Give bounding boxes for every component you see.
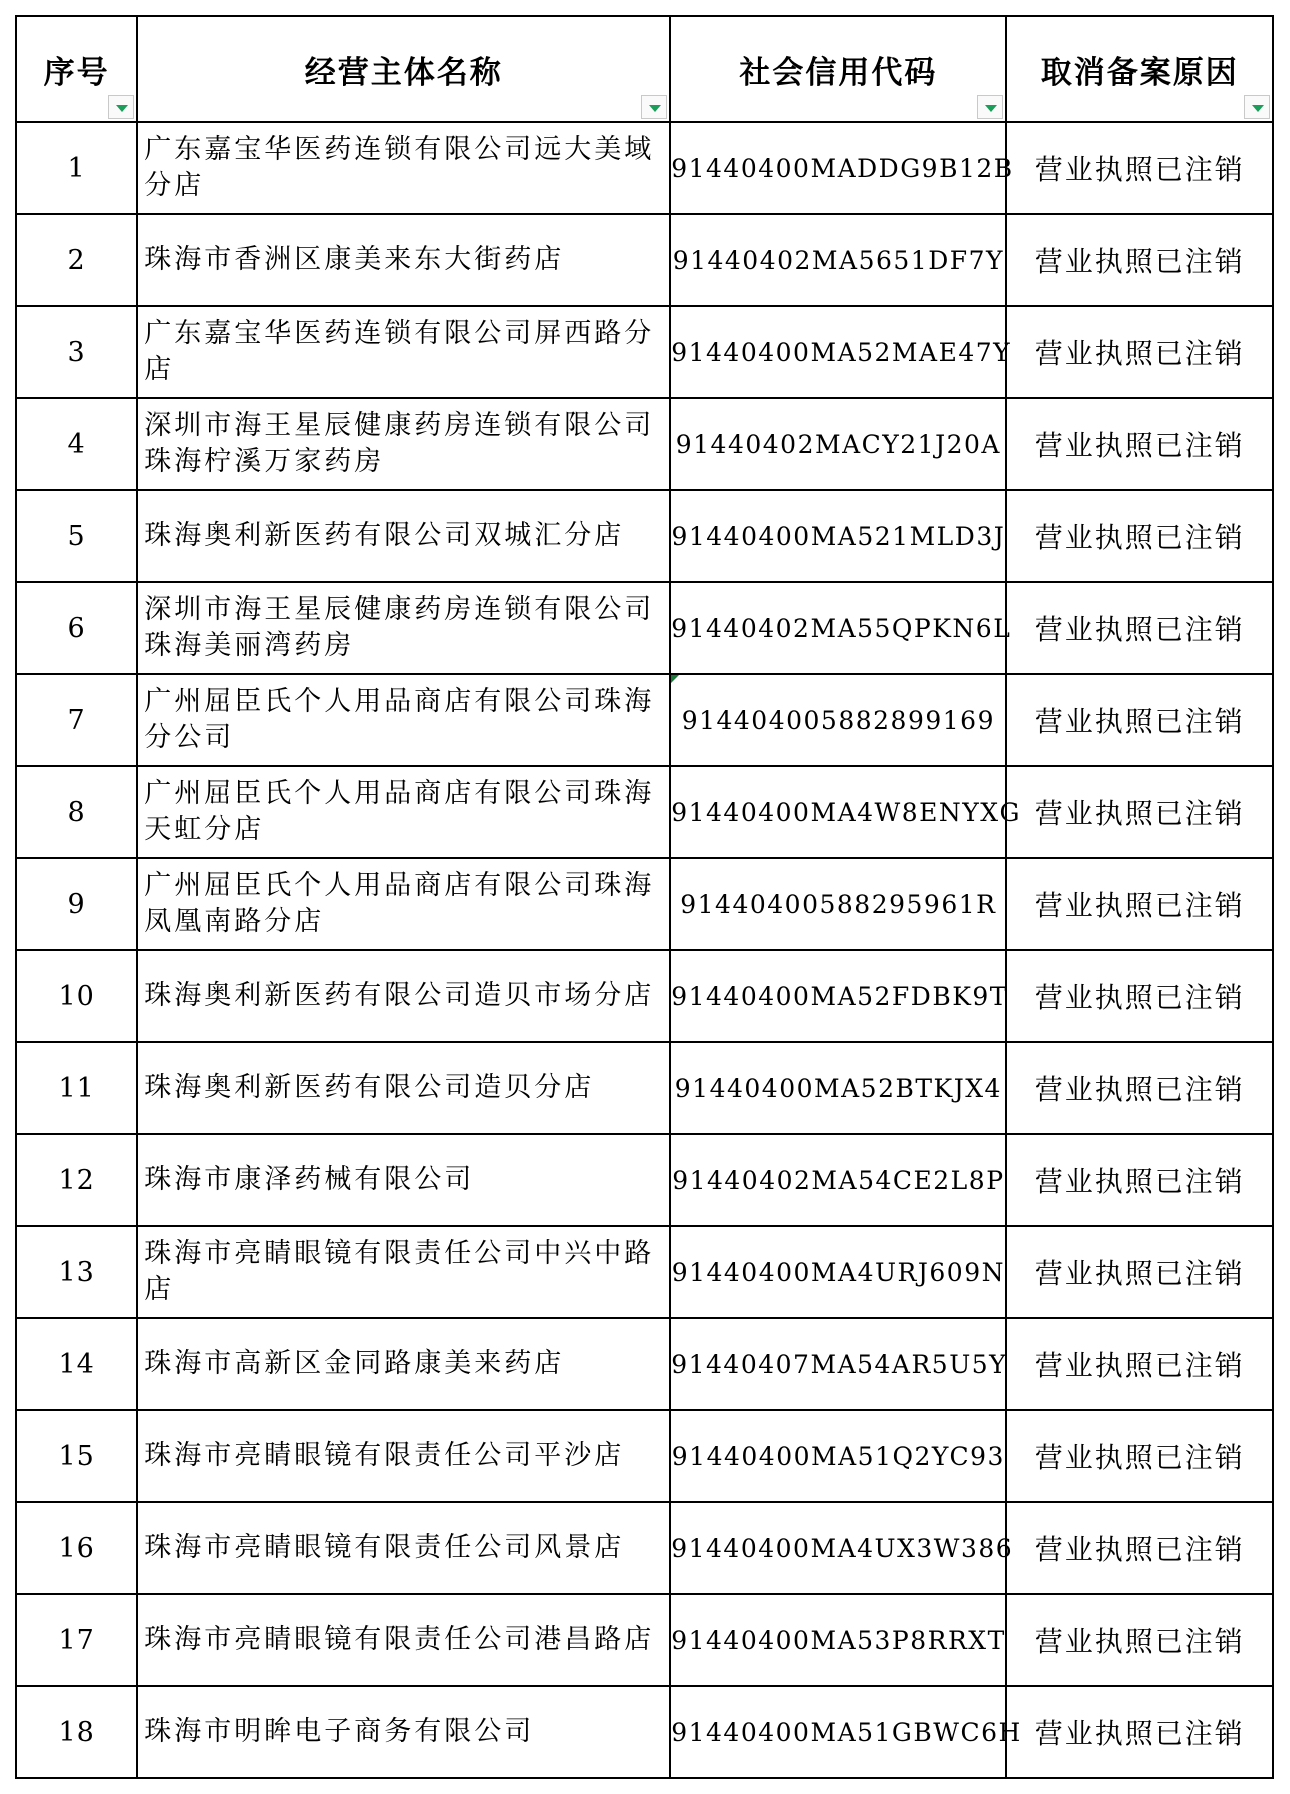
cell-entity-name[interactable]: 珠海市亮睛眼镜有限责任公司中兴中路店: [137, 1226, 670, 1318]
table-row[interactable]: [16, 490, 1273, 582]
cell-entity-name[interactable]: 珠海市高新区金同路康美来药店: [137, 1318, 670, 1410]
cell-no[interactable]: 10: [16, 950, 137, 1042]
cell-cancel-reason[interactable]: 营业执照已注销: [1006, 766, 1273, 858]
cell-credit-code[interactable]: 91440400MA52MAE47Y: [670, 306, 1006, 398]
cell-credit-code[interactable]: 91440400MA4UX3W386: [670, 1502, 1006, 1594]
cell-cancel-reason[interactable]: 营业执照已注销: [1006, 1410, 1273, 1502]
cell-entity-name[interactable]: 广州屈臣氏个人用品商店有限公司珠海天虹分店: [137, 766, 670, 858]
cell-credit-code[interactable]: 91440400MA4W8ENYXG: [670, 766, 1006, 858]
filter-dropdown-icon[interactable]: [641, 95, 667, 119]
cell-no[interactable]: 15: [16, 1410, 137, 1502]
table-row[interactable]: [16, 1318, 1273, 1410]
cell-credit-code[interactable]: 91440402MACY21J20A: [670, 398, 1006, 490]
cell-entity-name[interactable]: 珠海市亮睛眼镜有限责任公司平沙店: [137, 1410, 670, 1502]
header-code-label: 社会信用代码: [739, 54, 938, 91]
cell-cancel-reason[interactable]: 营业执照已注销: [1006, 306, 1273, 398]
table-row[interactable]: [16, 1686, 1273, 1778]
cell-credit-code[interactable]: 91440400MA521MLD3J: [670, 490, 1006, 582]
table-row[interactable]: [16, 582, 1273, 674]
cell-no[interactable]: 16: [16, 1502, 137, 1594]
cell-cancel-reason[interactable]: 营业执照已注销: [1006, 1042, 1273, 1134]
cell-entity-name[interactable]: 珠海市康泽药械有限公司: [137, 1134, 670, 1226]
cell-no[interactable]: 8: [16, 766, 137, 858]
cell-cancel-reason[interactable]: 营业执照已注销: [1006, 122, 1273, 214]
header-no-label: 序号: [43, 54, 110, 91]
header-code: [670, 16, 1006, 122]
cell-entity-name[interactable]: 广东嘉宝华医药连锁有限公司屏西路分店: [137, 306, 670, 398]
record-table: [15, 15, 1274, 1779]
header-reason-label: 取消备案原因: [1040, 54, 1239, 91]
header-no: [16, 16, 137, 122]
cell-credit-code[interactable]: 91440400MA51GBWC6H: [670, 1686, 1006, 1778]
cell-cancel-reason[interactable]: 营业执照已注销: [1006, 582, 1273, 674]
cell-no[interactable]: 18: [16, 1686, 137, 1778]
cell-no[interactable]: 17: [16, 1594, 137, 1686]
cell-cancel-reason[interactable]: 营业执照已注销: [1006, 950, 1273, 1042]
table-row[interactable]: [16, 858, 1273, 950]
cell-no[interactable]: 11: [16, 1042, 137, 1134]
cell-credit-code[interactable]: 91440402MA54CE2L8P: [670, 1134, 1006, 1226]
cell-no[interactable]: 2: [16, 214, 137, 306]
cell-credit-code[interactable]: 91440407MA54AR5U5Y: [670, 1318, 1006, 1410]
table-row[interactable]: [16, 1226, 1273, 1318]
cell-cancel-reason[interactable]: 营业执照已注销: [1006, 214, 1273, 306]
table-row[interactable]: [16, 122, 1273, 214]
filter-dropdown-icon[interactable]: [977, 95, 1003, 119]
cell-entity-name[interactable]: 珠海市亮睛眼镜有限责任公司风景店: [137, 1502, 670, 1594]
cell-credit-code[interactable]: 91440402MA5651DF7Y: [670, 214, 1006, 306]
cell-entity-name[interactable]: 广东嘉宝华医药连锁有限公司远大美域分店: [137, 122, 670, 214]
cell-entity-name[interactable]: 珠海市亮睛眼镜有限责任公司港昌路店: [137, 1594, 670, 1686]
cell-credit-code[interactable]: 91440402MA55QPKN6L: [670, 582, 1006, 674]
cell-cancel-reason[interactable]: 营业执照已注销: [1006, 1686, 1273, 1778]
cell-no[interactable]: 6: [16, 582, 137, 674]
header-name: [137, 16, 670, 122]
cell-no[interactable]: 14: [16, 1318, 137, 1410]
table-body: [16, 122, 1273, 1778]
table-row[interactable]: [16, 950, 1273, 1042]
cell-cancel-reason[interactable]: 营业执照已注销: [1006, 398, 1273, 490]
cell-credit-code[interactable]: 91440400MA52FDBK9T: [670, 950, 1006, 1042]
cell-cancel-reason[interactable]: 营业执照已注销: [1006, 1226, 1273, 1318]
cell-cancel-reason[interactable]: 营业执照已注销: [1006, 1502, 1273, 1594]
table-row[interactable]: [16, 398, 1273, 490]
table-row[interactable]: [16, 674, 1273, 766]
cell-no[interactable]: 7: [16, 674, 137, 766]
cell-no[interactable]: 4: [16, 398, 137, 490]
table-row[interactable]: [16, 1502, 1273, 1594]
cell-note-marker: [671, 675, 679, 683]
cell-cancel-reason[interactable]: 营业执照已注销: [1006, 674, 1273, 766]
cell-entity-name[interactable]: 珠海奥利新医药有限公司造贝分店: [137, 1042, 670, 1134]
table-row[interactable]: [16, 1134, 1273, 1226]
header-name-label: 经营主体名称: [304, 54, 503, 91]
cell-credit-code[interactable]: 91440400MA52BTKJX4: [670, 1042, 1006, 1134]
table-row[interactable]: [16, 214, 1273, 306]
cell-entity-name[interactable]: 珠海市明眸电子商务有限公司: [137, 1686, 670, 1778]
cell-cancel-reason[interactable]: 营业执照已注销: [1006, 858, 1273, 950]
cell-entity-name[interactable]: 珠海市香洲区康美来东大街药店: [137, 214, 670, 306]
cell-no[interactable]: 12: [16, 1134, 137, 1226]
filter-dropdown-icon[interactable]: [1244, 95, 1270, 119]
table-row[interactable]: [16, 1594, 1273, 1686]
cell-entity-name[interactable]: 深圳市海王星辰健康药房连锁有限公司珠海柠溪万家药房: [137, 398, 670, 490]
cell-credit-code[interactable]: 91440400588295961R: [670, 858, 1006, 950]
table-row[interactable]: [16, 1410, 1273, 1502]
table-row[interactable]: [16, 306, 1273, 398]
cell-no[interactable]: 3: [16, 306, 137, 398]
cell-cancel-reason[interactable]: 营业执照已注销: [1006, 1594, 1273, 1686]
cell-cancel-reason[interactable]: 营业执照已注销: [1006, 1318, 1273, 1410]
cell-entity-name[interactable]: 珠海奥利新医药有限公司造贝市场分店: [137, 950, 670, 1042]
cell-no[interactable]: 13: [16, 1226, 137, 1318]
cell-credit-code[interactable]: 91440400MA51Q2YC93: [670, 1410, 1006, 1502]
cell-credit-code[interactable]: 91440400MA53P8RRXT: [670, 1594, 1006, 1686]
cell-cancel-reason[interactable]: 营业执照已注销: [1006, 1134, 1273, 1226]
cell-entity-name[interactable]: 广州屈臣氏个人用品商店有限公司珠海凤凰南路分店: [137, 858, 670, 950]
cell-cancel-reason[interactable]: 营业执照已注销: [1006, 490, 1273, 582]
table-row[interactable]: [16, 1042, 1273, 1134]
cell-entity-name[interactable]: 深圳市海王星辰健康药房连锁有限公司珠海美丽湾药房: [137, 582, 670, 674]
header-row: [16, 16, 1273, 122]
table-row[interactable]: [16, 766, 1273, 858]
cell-entity-name[interactable]: 广州屈臣氏个人用品商店有限公司珠海分公司: [137, 674, 670, 766]
cell-credit-code[interactable]: 91440400MADDG9B12B: [670, 122, 1006, 214]
cell-no[interactable]: 1: [16, 122, 137, 214]
cell-no[interactable]: 9: [16, 858, 137, 950]
cell-credit-code[interactable]: 914404005882899169: [670, 674, 1006, 766]
cell-entity-name[interactable]: 珠海奥利新医药有限公司双城汇分店: [137, 490, 670, 582]
filter-dropdown-icon[interactable]: [108, 95, 134, 119]
cell-credit-code[interactable]: 91440400MA4URJ609N: [670, 1226, 1006, 1318]
cell-no[interactable]: 5: [16, 490, 137, 582]
header-reason: [1006, 16, 1273, 122]
